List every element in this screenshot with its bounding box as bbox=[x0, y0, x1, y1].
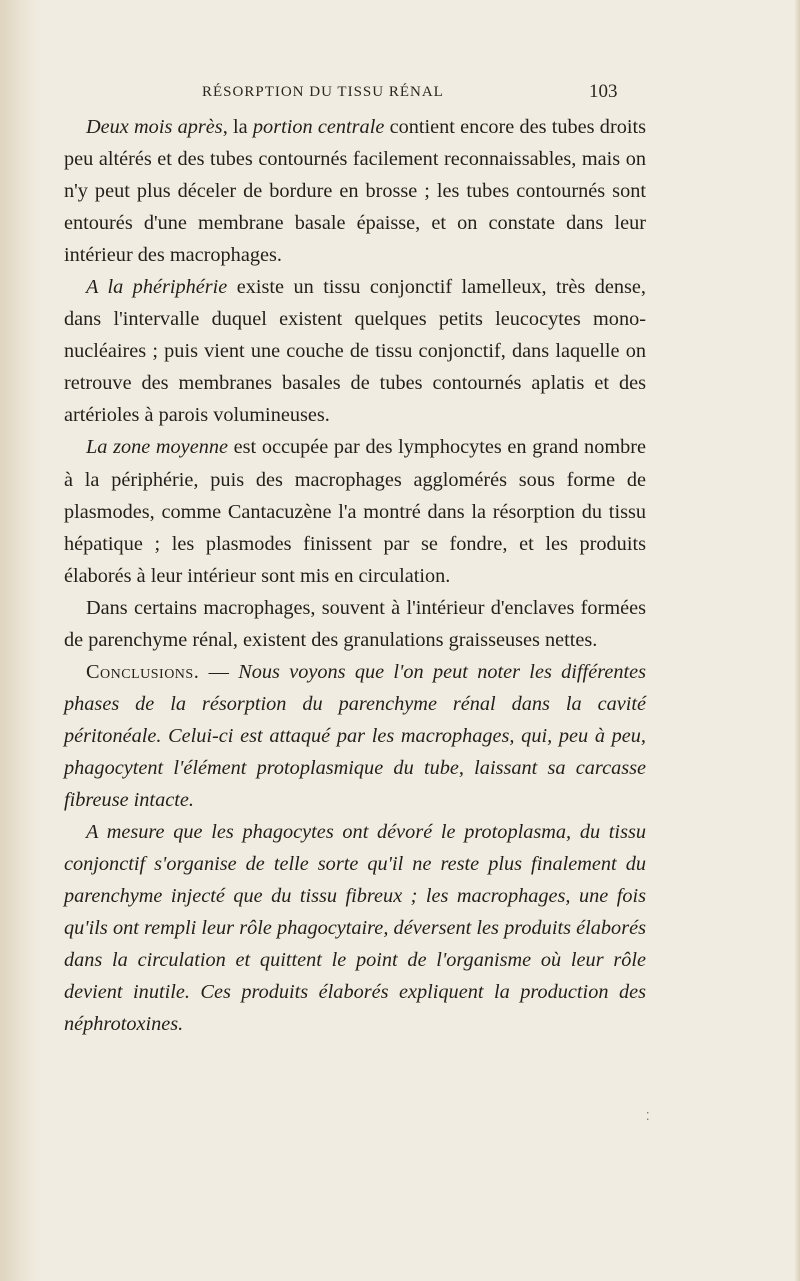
stray-mark: ⁚ bbox=[646, 1111, 650, 1123]
paragraph-lead-secondary: portion centrale bbox=[252, 116, 385, 138]
paragraph-separator: , la bbox=[222, 116, 253, 138]
paragraph-text: Dans certains macrophages, souvent à l'intérieur d'enclaves formées de parenchyme rénal, existent des granulations graisseuses nettes. bbox=[64, 596, 646, 651]
paragraph-peripherie bbox=[64, 271, 646, 431]
paragraph-lead: La zone moyenne bbox=[86, 436, 228, 459]
paragraph-macrophages bbox=[64, 592, 646, 656]
paragraph-conclusions bbox=[64, 656, 646, 816]
paragraph-text: A mesure que les phagocytes ont dévoré le protoplasma, du tissu conjonctif s'organise de telle sorte qu'il ne reste plus finalement du parenchyme injecté que du tissu fibreux ; les macrophages, une fois qu'ils ont rempli leur rôle phagocytaire, déversent les produits élaborés dans la circulation et quittent le point de l'organisme où leur rôle devient inutile. Ces produits élaborés expliquent la production des néphrotoxines. bbox=[64, 821, 646, 1036]
paragraph-text: contient encore des tubes droits peu altérés et des tubes contournés facilement reconnaissables, mais on n'y peut plus déceler de bordure en brosse ; les tubes contournés sont entourés d'une membrane basale épaisse, et on constate dans leur intérieur des macrophages. bbox=[64, 116, 647, 267]
paragraph-a-mesure bbox=[64, 816, 646, 1040]
paragraph-text: est occupée par des lymphocytes en grand nombre à la périphérie, puis des macrophages agglomérés sous forme de plasmodes, comme Cantacuzène l'a montré dans la résorption du tissu hépatique ; les plasmodes finissent par se fondre, et les produits élaborés à leur intérieur sont mis en circulation. bbox=[64, 436, 647, 587]
paragraph-text: Nous voyons que l'on peut noter les différentes phases de la résorption du parenchyme rénal dans la cavité péritonéale. Celui-ci est attaqué par les macrophages, qui, peu à peu, phagocytent l'élément protoplasmique du tube, laissant sa carcasse fibreuse intacte. bbox=[64, 660, 647, 811]
paragraph-zone-moyenne bbox=[64, 431, 646, 591]
paragraph-separator: — bbox=[199, 660, 239, 683]
body-text bbox=[64, 111, 646, 1040]
running-title: RÉSORPTION DU TISSU RÉNAL bbox=[202, 84, 444, 100]
page-number: 103 bbox=[589, 81, 618, 102]
paragraph-deux-mois bbox=[64, 111, 646, 271]
paragraph-lead: Deux mois après bbox=[86, 116, 223, 138]
paragraph-text: existe un tissu conjonctif lamelleux, très dense, dans l'intervalle duquel existent quelques petits leucocytes mono-nucléaires ; puis vient une couche de tissu conjonctif, dans laquelle on retrouve des membranes basales de tubes contournés aplatis et des artérioles à parois volumineuses. bbox=[64, 276, 646, 427]
page-gutter-shadow bbox=[0, 0, 40, 1281]
section-heading: Conclusions. bbox=[86, 660, 200, 683]
page-edge bbox=[794, 0, 800, 1281]
paragraph-lead: A la phériphérie bbox=[86, 276, 228, 299]
